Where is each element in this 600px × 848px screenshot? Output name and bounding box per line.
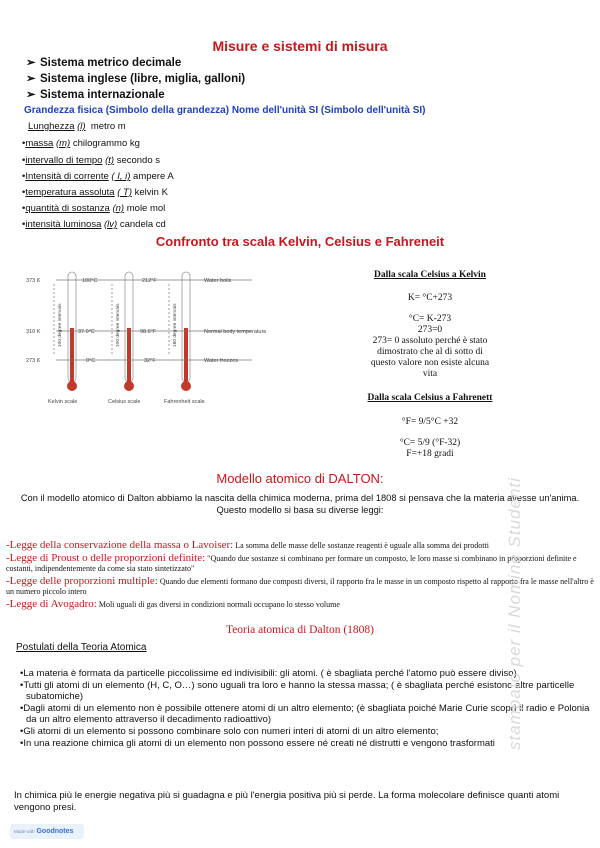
section-title-scales: Confronto tra scala Kelvin, Celsius e Fahreneit — [155, 234, 445, 249]
law-item: -Legge della conservazione della massa o Lavoiser: La somma delle masse delle sostanze reagenti è uguale alla somma dei prodotti — [6, 539, 489, 551]
unit-row: Lunghezza (l) metro m — [28, 121, 126, 132]
kelvin-interval-label: 100 degree intervals — [58, 303, 63, 347]
conv-line: °F= 9/5°C +32 — [401, 417, 459, 427]
law-item: -Legge di Avogadro: Moli uguali di gas diversi in condizioni normali occupano lo stesso volume — [6, 597, 340, 610]
conv-line: °C= K-273 — [408, 314, 452, 324]
units-header: Grandezza fisica (Simbolo della grandezza) Nome dell'unità SI (Simbolo dell'unità SI) — [24, 105, 426, 116]
thermometer-figure — [20, 262, 340, 410]
fahrenheit-interval-label: 180 degree intervals — [173, 303, 178, 347]
celsius-bottom-label: 0°C — [86, 358, 96, 364]
kelvin-top-label: 373 K — [26, 278, 41, 284]
conv-line: 273=0 — [417, 325, 443, 335]
system-item: ➢ Sistema internazionale — [26, 89, 165, 101]
conv-line: dimostrato che al di sotto di — [377, 347, 483, 357]
fahrenheit-scale-label: Fahrenheit scale — [164, 399, 205, 405]
conv-cf-title: Dalla scala Celsius a Fahrenett — [367, 393, 493, 403]
celsius-mid-label: 37.0°C — [78, 329, 95, 335]
conv-line: questo valore non esiste alcuna — [370, 358, 490, 368]
theory-title: Teoria atomica di Dalton (1808) — [225, 624, 374, 636]
law-item: -Legge di Proust o delle proporzioni definite: "Quando due sostanze si combinano per formare un composto, le loro masse si combinano in proporzioni definite e costanti, indipendentemente da come sia stato sintetizzato" — [6, 551, 577, 574]
closing-paragraph: In chimica più le energie negativa più si guadagna e più l'energia positiva più si perde. La forma molecolare definisce quanti atomi vengono presi. — [14, 790, 560, 813]
page-title: Misure e sistemi di misura — [212, 38, 388, 54]
postulates-title: Postulati della Teoria Atomica — [16, 642, 147, 653]
conv-line: vita — [422, 369, 438, 379]
point-water-freezes: Water freezes — [204, 358, 239, 364]
celsius-interval-label: 100 degree intervals — [116, 303, 121, 347]
unit-row: •intervallo di tempo (t) secondo s — [22, 155, 160, 166]
postulate-item: •Gli atomi di un elemento si possono combinare solo con numeri interi di atomi di un altro elemento; — [20, 725, 439, 737]
watermark: stampato per il Nomine Studenti — [505, 477, 524, 750]
postulate-item: •In una reazione chimica gli atomi di un elemento non possono essere né creati né distrutti e vengono trasformati — [20, 737, 495, 749]
conv-line: K= °C+273 — [407, 293, 453, 303]
fahrenheit-mid-label: 98.6°F — [140, 329, 157, 335]
conv-line: °C= 5/9 (°F-32) — [399, 438, 461, 448]
conv-line: 273= 0 assoluto perché è stato — [372, 336, 488, 346]
kelvin-scale-label: Kelvin scale — [48, 399, 78, 405]
system-item: ➢ Sistema metrico decimale — [26, 57, 182, 69]
postulate-item: •Tutti gli atomi di un elemento (H, C, O…) sono uguali tra loro e hanno la stessa massa; ( è sbagliata perché esistono altre particelle subatomiche) — [20, 679, 575, 703]
law-item: -Legge delle proporzioni multiple: Quando due elementi formano due composti diversi, il rapporto fra le masse in un composto rispetto al rapporto fra le masse nell'altro è un numero piccolo intero — [6, 574, 594, 597]
fahrenheit-bottom-label: 32°F — [144, 358, 156, 364]
fahrenheit-top-label: 212°F — [142, 278, 157, 284]
dalton-title: Modello atomico di DALTON: — [216, 471, 384, 486]
kelvin-bottom-label: 273 K — [26, 358, 41, 364]
point-water-boils: Water boils — [204, 278, 232, 284]
conv-ck-title: Dalla scala Celsius a Kelvin — [374, 270, 486, 280]
conv-line: F=+18 gradi — [406, 449, 454, 459]
postulate-item: •La materia è formata da particelle piccolissime ed indivisibili: gli atomi. ( è sbagliata perché l'atomo può essere diviso) — [20, 668, 517, 679]
dalton-intro: Con il modello atomico di Dalton abbiamo la nascita della chimica moderna, prima del 1808 si pensava che la materia avesse un'anima. Questo modello si basa su diverse leggi: — [20, 493, 580, 515]
unit-row: •quantità di sostanza (n) mole mol — [22, 203, 166, 214]
celsius-top-label: 100°C — [82, 278, 98, 284]
unit-row: •massa (m) chilogrammo kg — [22, 138, 140, 149]
celsius-scale-label: Celsius scale — [108, 399, 141, 405]
unit-row: •intensità luminosa (lv) candela cd — [22, 219, 166, 230]
system-item: ➢ Sistema inglese (libre, miglia, galloni) — [26, 73, 246, 85]
postulate-item: •Dagli atomi di un elemento non è possibile ottenere atomi di un altro elemento; (è sbagliata poiché Marie Curie scoprì il radio e Polonia da un altro elemento attraverso il decadimento radioattivo) — [20, 702, 590, 726]
point-body-temp: Normal body temperature — [204, 329, 267, 335]
goodnotes-badge: Made with Goodnotes — [10, 824, 84, 839]
unit-row: •temperatura assoluta ( T) kelvin K — [22, 187, 168, 198]
kelvin-mid-label: 310 K — [26, 329, 41, 335]
unit-row: •Intensità di corrente ( I, i) ampere A — [22, 171, 174, 182]
